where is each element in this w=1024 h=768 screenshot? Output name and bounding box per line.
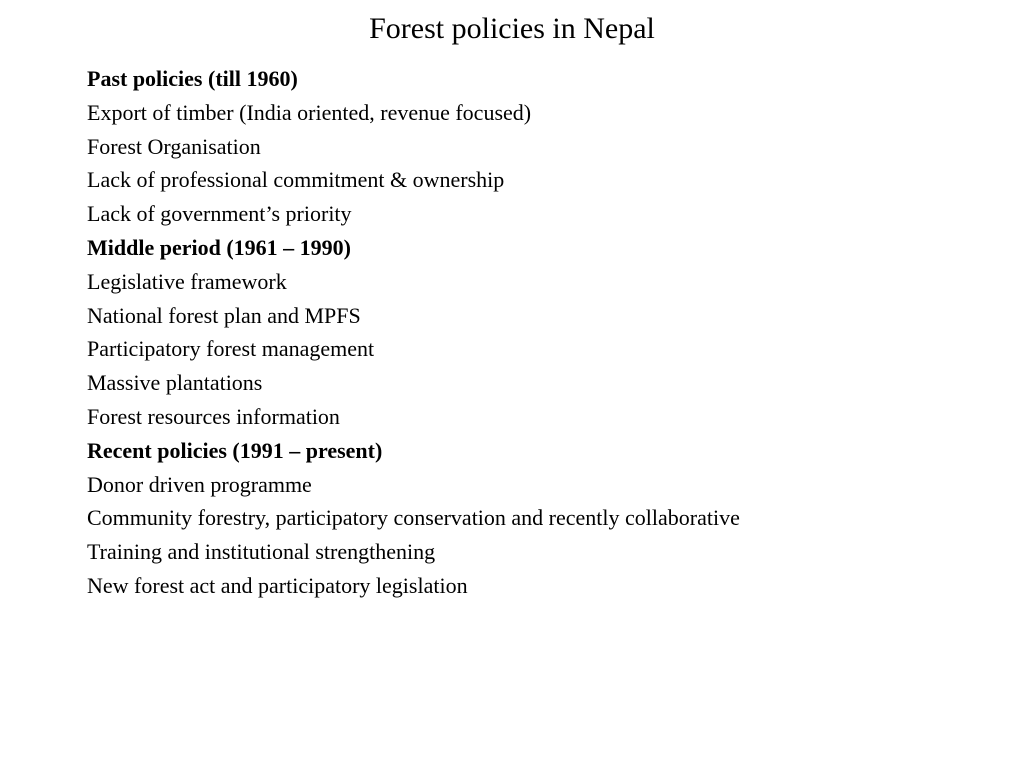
list-item: Forest Organisation: [87, 133, 261, 159]
section-past-policies: [87, 62, 987, 231]
list-item: Training and institutional strengthening: [87, 539, 436, 565]
list-item: Participatory forest management: [87, 336, 375, 362]
list-item: Massive plantations: [87, 370, 263, 396]
section-heading: Past policies (till 1960): [87, 66, 298, 91]
list-item: Community forestry, participatory conservation and recently collaborative: [87, 505, 740, 531]
list-item: Donor driven programme: [87, 471, 312, 497]
list-item: New forest act and participatory legislation: [87, 572, 468, 598]
slide-title: Forest policies in Nepal: [369, 12, 655, 45]
list-item: Lack of professional commitment & ownership: [87, 167, 505, 193]
section-heading: Middle period (1961 – 1990): [87, 234, 351, 260]
list-item: Export of timber (India oriented, revenue focused): [87, 99, 532, 125]
section-heading: Recent policies (1991 – present): [87, 437, 383, 463]
list-item: Lack of government’s priority: [87, 201, 352, 227]
section-middle-period: [87, 231, 987, 434]
section-recent-policies: [87, 434, 987, 603]
list-item: Legislative framework: [87, 268, 287, 294]
list-item: Forest resources information: [87, 403, 340, 429]
list-item: National forest plan and MPFS: [87, 302, 361, 328]
slide-content: [87, 62, 987, 603]
